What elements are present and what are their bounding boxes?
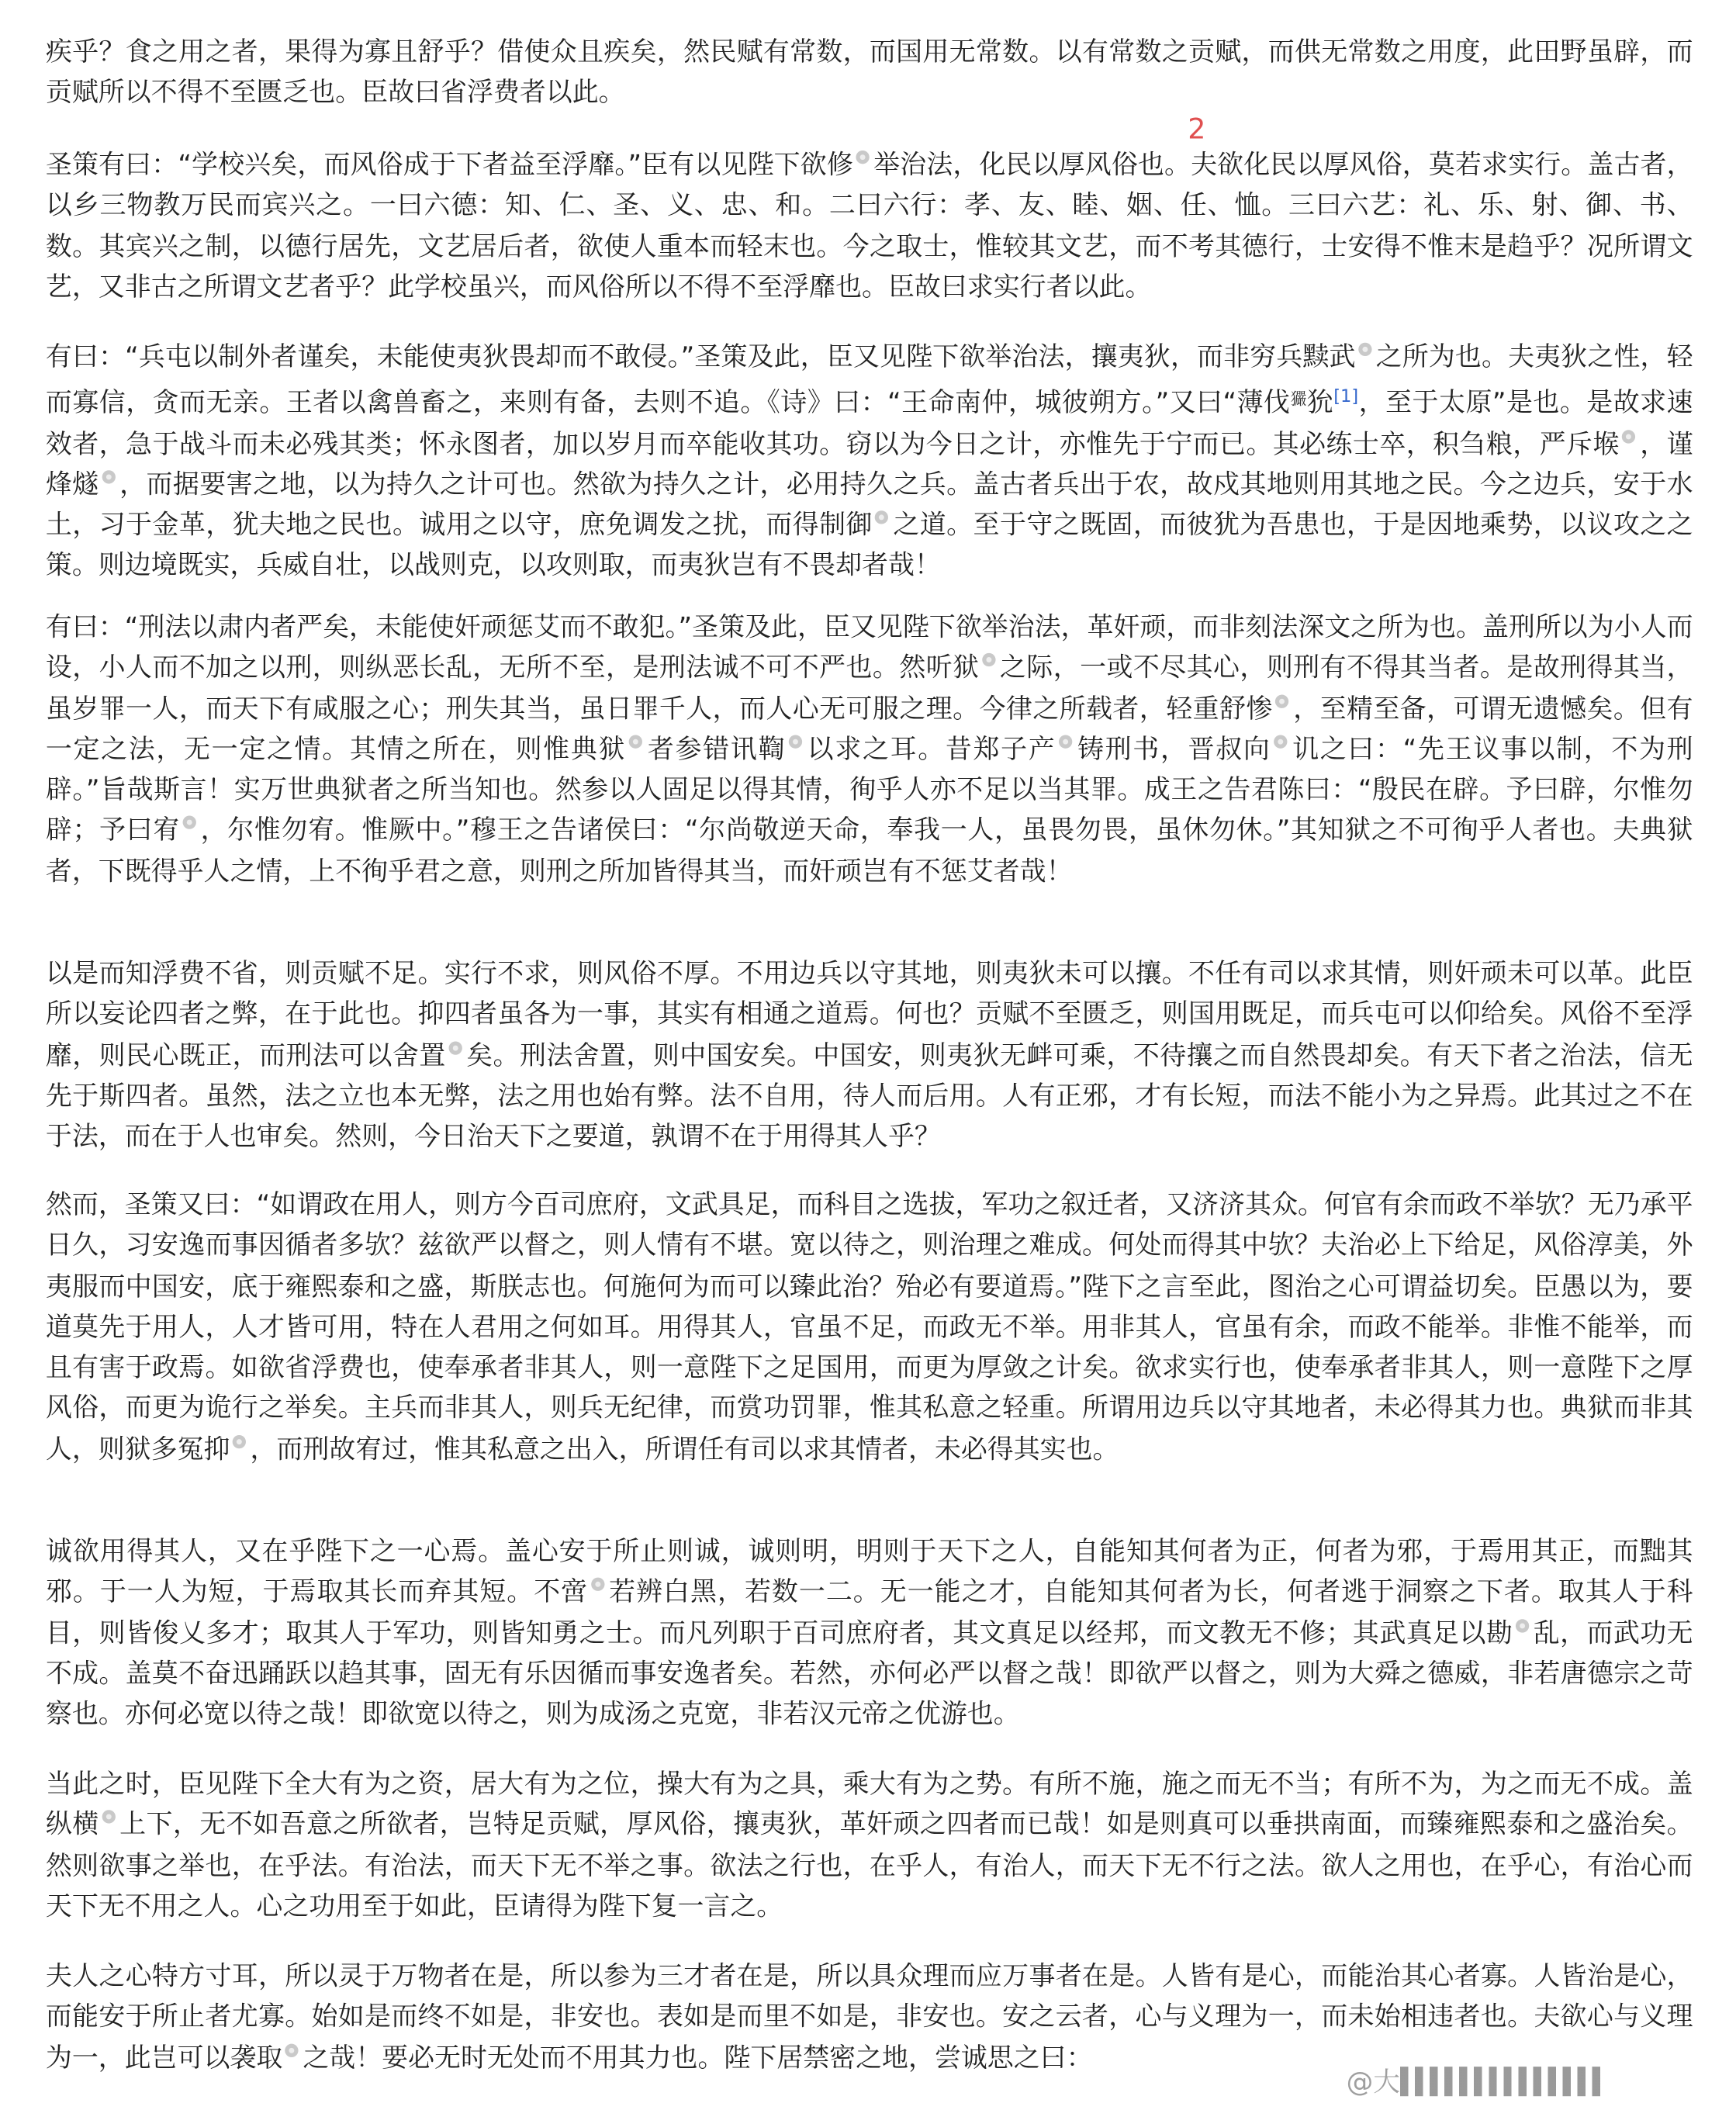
annotation-marker-icon[interactable] xyxy=(102,1811,115,1824)
annotation-marker-icon[interactable] xyxy=(285,2043,299,2056)
annotation-marker-icon[interactable] xyxy=(1275,694,1288,707)
text-segment: 以求之耳。昔郑子产 xyxy=(805,733,1056,765)
text-segment: 然而，圣策又曰：“如谓政在用人，则方今百司庶府，文武具足，而科目之选拔，军功之叙迁者，又济济其众。何官有余而政不举欤？无乃承平日久，习安逸而事因循者多欤？兹欲严以督之，则人情有不堪。宽以待之，则治理之难成。何处而得其中欤？夫治必上下给足，风俗淳美，外夷服而中国安，底于雍熙泰和之盛，斯朕志也。何施何为而可以臻此治？殆必有要道焉。”陛下之言至此，图治之心可谓益切矣。臣愚以为，要道莫先于用人，人才皆可用，特在人君用之何如耳。用得其人，官虽不足，而政无不举。用非其人，官虽有余，而政不能举。非惟不能举，而且有害于政焉。如欲省浮费也，使奉承者非其人，则一意陛下之足国用，而更为厚敛之计矣。欲求实行也，使奉承者非其人，则一意陛下之厚风俗，而更为诡行之举矣。主兵而非其人，则兵无纪律，而赏功罚罪，惟其私意之轻重。所谓用边兵以守其地者，未必得其力也。典狱而非其人，则狱多冤抑 xyxy=(45,1188,1693,1465)
text-segment: 者参错讯鞫 xyxy=(646,733,787,765)
paragraph-3 xyxy=(46,337,1693,587)
text-segment: ，而刑故宥过，惟其私意之出入，所谓任有司以求其情者，未必得其实也。 xyxy=(250,1433,1119,1465)
text-segment: 铸刑书，晋叔向 xyxy=(1076,733,1271,765)
annotation-marker-icon[interactable] xyxy=(591,1578,604,1591)
text-segment: 狁 xyxy=(1306,387,1334,419)
annotation-marker-icon[interactable] xyxy=(1274,735,1287,748)
text-segment: ，至于太原”是也。是故求速效者，急于战斗而未必残其类；怀永图者，加以岁月而卒能收其功。窃以为今日之计，亦惟先于宁而已。其必练士卒，积刍粮，严斥堠 xyxy=(45,387,1693,459)
watermark xyxy=(1347,2060,1710,2102)
annotation-marker-icon[interactable] xyxy=(982,653,995,666)
text-segment: 诚欲用得其人，又在乎陛下之一心焉。盖心安于所止则诚，诚则明，明则于天下之人，自能知其何者为正，何者为邪，于焉用其正，而黜其邪。于一人为短，于焉取其长而弃其短。不啻 xyxy=(45,1535,1693,1608)
footnote-link[interactable]: [1] xyxy=(1333,387,1359,408)
paragraph-4 xyxy=(46,607,1693,892)
annotation-marker-icon[interactable] xyxy=(1358,343,1371,356)
paragraph-6 xyxy=(46,1185,1693,1470)
annotation-marker-icon[interactable] xyxy=(182,816,195,829)
rare-character: 玁 xyxy=(1290,389,1307,410)
annotation-marker-icon[interactable] xyxy=(788,735,801,748)
text-segment: 疾乎？食之用之者，果得为寡且舒乎？借使众且疾矣，然民赋有常数，而国用无常数。以有常数之贡赋，而供无常数之用度，此田野虽辟，而贡赋所以不得不至匮乏也。臣故曰省浮费者以此。 xyxy=(45,36,1693,109)
text-segment: 夫人之心特方寸耳，所以灵于万物者在是，所以参为三才者在是，所以具众理而应万事者在是。人皆有是心，而能治其心者寡。人皆治是心，而能安于所止者尤寡。始如是而终不如是，非安也。表如是而里不如是，非安也。安之云者，心与义理为一，而未始相违者也。夫欲心与义理为一，此岂可以袭取 xyxy=(45,1960,1693,2074)
annotation-marker-icon[interactable] xyxy=(1622,430,1635,443)
text-segment: 圣策有曰：“学校兴矣，而风俗成于下者益至浮靡。”臣有以见陛下欲修 xyxy=(45,149,853,181)
text-segment: 有曰：“兵屯以制外者谨矣，未能使夷狄畏却而不敢侵。”圣策及此，臣又见陛下欲举治法，攘夷狄，而非穷兵黩武 xyxy=(45,341,1356,372)
text-segment: 讥之曰：“先王议事以制，不为刑辟。”旨哉斯言！实万世典狱者之所当知也。然参以人固足以得其情，徇乎人亦不足以当其罪。成王之告君陈曰：“殷民在辟。予曰辟，尔惟勿辟；予曰宥 xyxy=(45,733,1693,846)
annotation-marker-icon[interactable] xyxy=(875,511,888,524)
text-segment: 之所为也。夫夷狄之性，轻而寡信，贪而无亲。王者以禽兽畜之，来则有备，去则不追。《诗》曰：“王命南仲，城彼朔方。”又曰“薄伐 xyxy=(45,341,1693,419)
paragraph-2 xyxy=(46,145,1693,308)
page-number: 2 xyxy=(1188,112,1206,146)
text-segment: 举治法，化民以厚风俗也。夫欲化民以厚风俗，莫若求实行。盖古者，以乡三物教万民而宾兴之。一曰六德：知、仁、圣、义、忠、和。二曰六行：孝、友、睦、姻、任、恤。三曰六艺：礼、乐、射、御、书、数。其宾兴之制，以德行居先，文艺居后者，欲使人重本而轻末也。今之取士，惟较其文艺，而不考其德行，士安得不惟末是趋乎？况所谓文艺，又非古之所谓文艺者乎？此学校虽兴，而风俗所以不得不至浮靡也。臣故曰求实行者以此。 xyxy=(45,149,1693,303)
paragraph-5 xyxy=(46,954,1693,1157)
annotation-marker-icon[interactable] xyxy=(1516,1619,1529,1632)
text-segment: ，尔惟勿宥。惟厥中。”穆王之告诸侯曰：“尔尚敬逆天命，奉我一人，虽畏勿畏，虽休勿休。”其知狱之不可徇乎人者也。夫典狱者，下既得乎人之情，上不徇乎君之意，则刑之所加皆得其当，而奸顽岂有不惩艾者哉！ xyxy=(45,815,1693,887)
text-segment: 当此之时，臣见陛下全大有为之资，居大有为之位，操大有为之具，乘大有为之势。有所不施，施之而无不当；有所不为，为之而无不成。盖纵横 xyxy=(45,1768,1693,1840)
text-segment: 矣。刑法舍置，则中国安矣。中国安，则夷狄无衅可乘，不待攘之而自然畏却矣。有天下者之治法，信无先于斯四者。虽然，法之立也本无弊，法之用也始有弊。法不自用，待人而后用。人有正邪，才有长短，而法不能小为之异焉。此其过之不在于法，而在于人也审矣。然则，今日治天下之要道，孰谓不在于用得其人乎？ xyxy=(45,1039,1693,1152)
text-segment: 之际，一或不尽其心，则刑有不得其当者。是故刑得其当，虽岁罪一人，而天下有咸服之心；刑失其当，虽日罪千人，而人心无可服之理。今律之所载者，轻重舒惨 xyxy=(45,652,1693,724)
text-segment: 之哉！要必无时无处而不用其力也。陛下居禁密之地，尝诚思之曰： xyxy=(303,2042,1093,2074)
annotation-marker-icon[interactable] xyxy=(102,470,115,483)
paragraph-1 xyxy=(46,33,1693,114)
paragraph-7 xyxy=(46,1532,1693,1735)
watermark-text: @大 xyxy=(1346,2065,1400,2098)
text-segment: 以是而知浮费不省，则贡赋不足。实行不求，则风俗不厚。不用边兵以守其地，则夷狄未可以攘。不任有司以求其情，则奸顽未可以革。此臣所以妄论四者之弊，在于此也。抑四者虽各为一事，其实有相通之道焉。何也？贡赋不至匮乏，则国用既足，而兵屯可以仰给矣。风俗不至浮靡，则民心既正，而刑法可以舍置 xyxy=(45,958,1693,1071)
text-segment: ，至精至备，可谓无遗憾矣。但有一定之法，无一定之情。其情之所在，则惟典狱 xyxy=(45,693,1693,765)
paragraph-8 xyxy=(46,1764,1693,1927)
text-segment: 有曰：“刑法以肃内者严矣，未能使奸顽惩艾而不敢犯。”圣策及此，臣又见陛下欲举治法，革奸顽，而非刻法深文之所为也。盖刑所以为小人而设，小人而不加之以刑，则纵恶长乱，无所不至，是刑法诚不可不严也。然听狱 xyxy=(45,611,1693,683)
annotation-marker-icon[interactable] xyxy=(233,1435,246,1448)
text-segment: 若辨白黑，若数一二。无一能之才，自能知其何者为长，何者逃于洞察之下者。取其人于科目，则皆俊乂多才；取其人于军功，则皆知勇之士。而凡列职于百司庶府者，其文真足以经邦，而文教无不修；其武真足以勘 xyxy=(45,1576,1693,1648)
annotation-marker-icon[interactable] xyxy=(448,1041,462,1054)
text-segment: 上下，无不如吾意之所欲者，岂特足贡赋，厚风俗，攘夷狄，革奸顽之四者而已哉！如是则真可以垂拱南面，而臻雍熙泰和之盛治矣。然则欲事之举也，在乎法。有治法，而天下无不举之事。欲法之行也，在乎人，有治人，而天下无不行之法。欲人之用也，在乎心，有治心而天下无不用之人。心之功用至于如此，臣请得为陛下复一言之。 xyxy=(45,1809,1693,1921)
watermark-obscured xyxy=(1400,2067,1602,2096)
text-segment: 之道。至于守之既固，而彼犹为吾患也，于是因地乘势，以议攻之之策。则边境既实，兵威自壮，以战则克，以攻则取，而夷狄岂有不畏却者哉！ xyxy=(45,509,1693,582)
text-segment: ，而据要害之地，以为持久之计可也。然欲为持久之计，必用持久之兵。盖古者兵出于农，故戍其地则用其地之民。今之边兵，安于水土，习于金革，犹夫地之民也。诚用之以守，庶免调发之扰，而得制御 xyxy=(45,469,1693,541)
text-segment: ，谨烽燧 xyxy=(45,427,1693,500)
annotation-marker-icon[interactable] xyxy=(856,150,869,164)
annotation-marker-icon[interactable] xyxy=(629,735,642,748)
annotation-marker-icon[interactable] xyxy=(1059,735,1072,748)
text-segment: 乱，而武功无不成。盖莫不奋迅踊跃以趋其事，固无有乐因循而事安逸者矣。若然，亦何必严以督之哉！即欲严以督之，则为大舜之德威，非若唐德宗之苛察也。亦何必宽以待之哉！即欲宽以待之，则为成汤之克宽，非若汉元帝之优游也。 xyxy=(45,1617,1693,1730)
